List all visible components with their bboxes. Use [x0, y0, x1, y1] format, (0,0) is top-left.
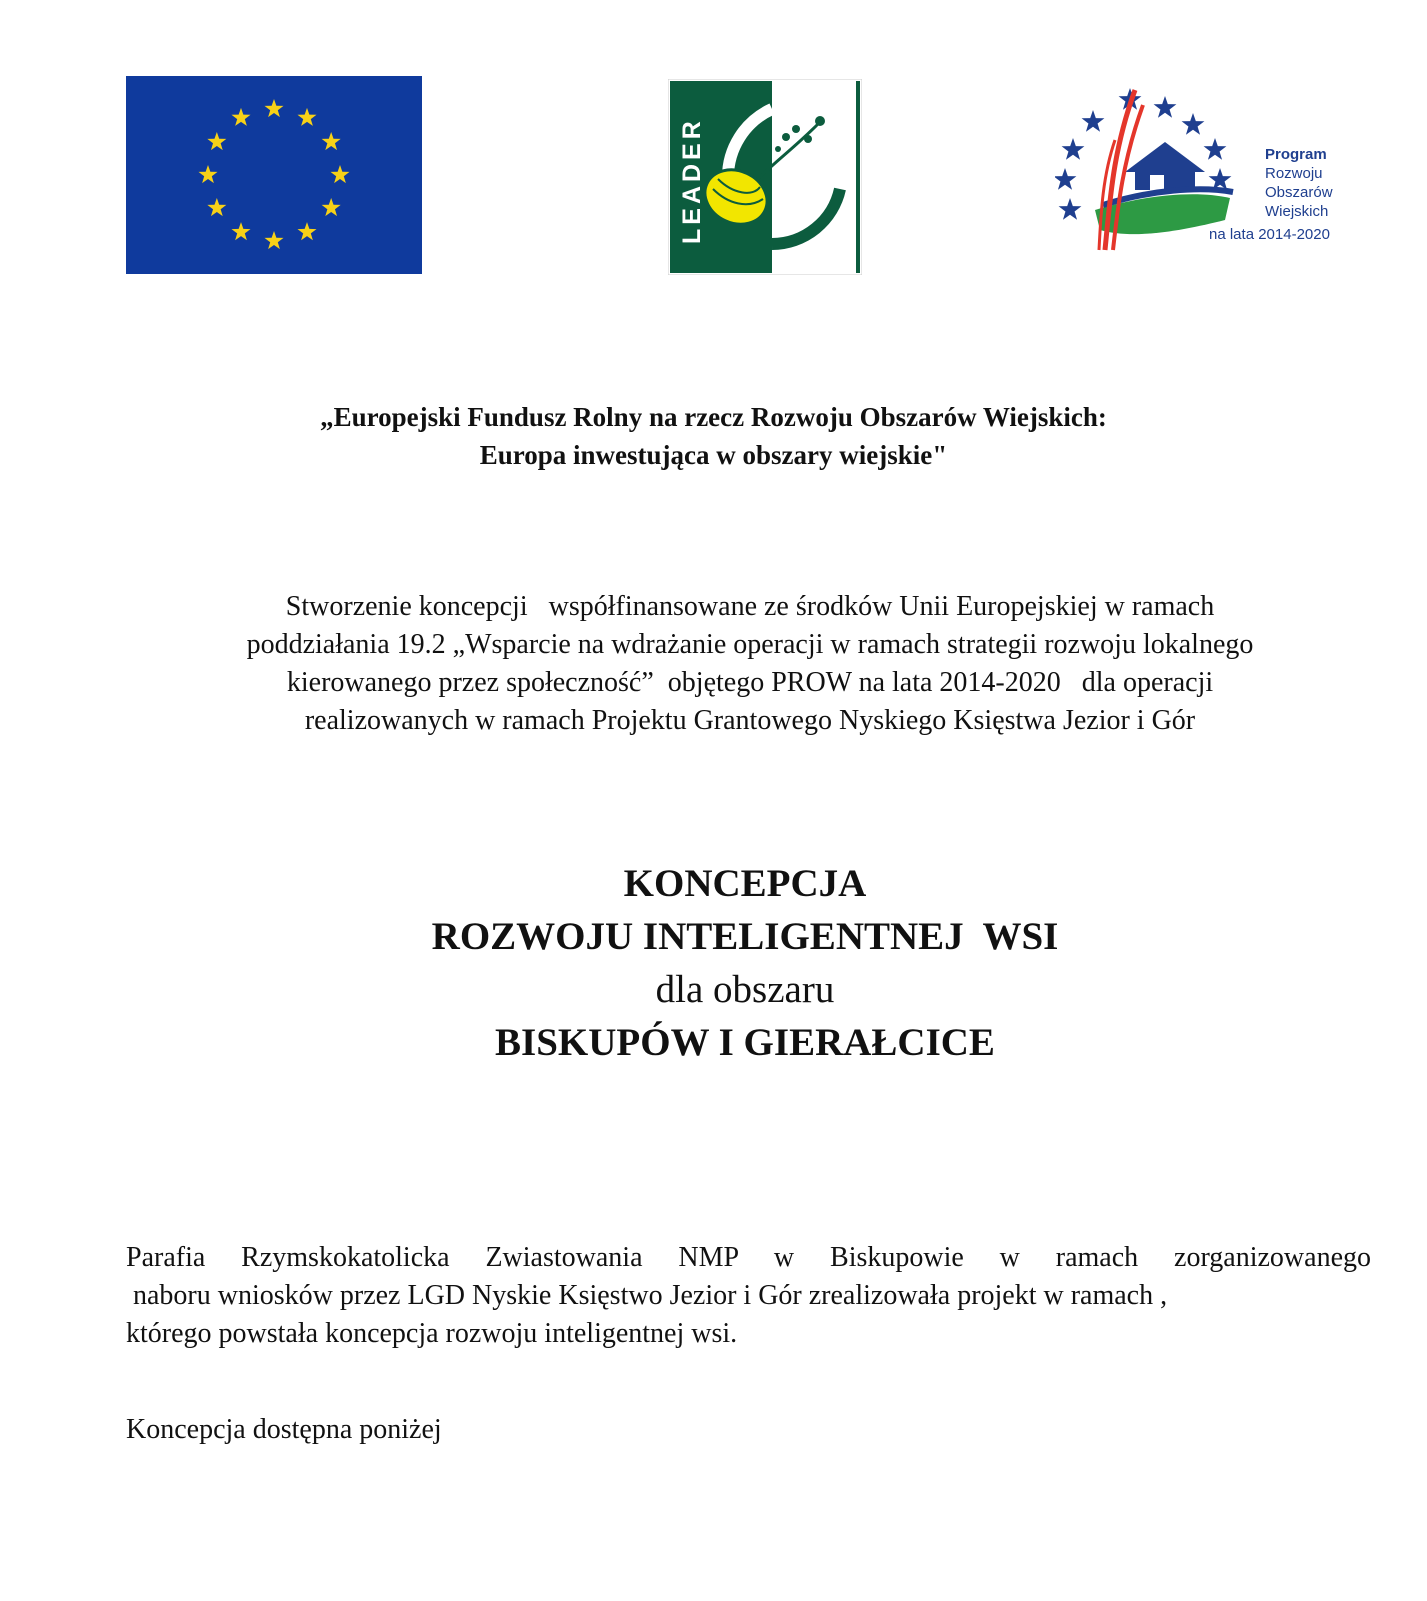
eafrd-slogan-line-1: „Europejski Fundusz Rolny na rzecz Rozwoju Obszarów Wiejskich:	[320, 402, 1107, 432]
prow-star-icon	[1059, 198, 1082, 220]
parish-paragraph	[126, 1239, 1371, 1353]
prow-star-icon	[1209, 168, 1232, 190]
eafrd-slogan-line-2: Europa inwestująca w obszary wiejskie"	[479, 440, 948, 470]
prow-star-icon	[1055, 168, 1076, 190]
prow-title	[1265, 145, 1405, 221]
eafrd-slogan	[0, 398, 1427, 474]
prow-line-rozwoju: Rozwoju	[1265, 165, 1323, 182]
prow-line-wiejskich: Wiejskich	[1265, 203, 1329, 220]
funding-line-3: kierowanego przez społeczność” objętego PROW na lata 2014-2020 dla operacji	[286, 667, 1214, 698]
funding-line-2: poddziałania 19.2 „Wsparcie na wdrażanie operacji w ramach strategii rozwoju lokalnego	[246, 629, 1254, 660]
funding-line-1: Stworzenie koncepcji współfinansowane ze środków Unii Europejskiej w ramach	[285, 591, 1215, 622]
funding-line-4: realizowanych w ramach Projektu Grantowego Nyskiego Księstwa Jezior i Gór	[304, 705, 1196, 736]
parish-line-1: Parafia Rzymskokatolicka Zwiastowania NMP w Biskupowie w ramach zorganizowanego	[126, 1242, 1371, 1273]
prow-star-icon	[1062, 138, 1085, 160]
prow-line-obszarow: Obszarów	[1265, 184, 1333, 201]
prow-star-icon	[1204, 138, 1227, 160]
prow-star-icon	[1154, 96, 1177, 118]
parish-line-3: którego powstała koncepcja rozwoju inteligentnej wsi.	[126, 1318, 738, 1349]
prow-star-icon	[1082, 110, 1105, 132]
title-line-3: dla obszaru	[655, 968, 835, 1011]
prow-years: na lata 2014-2020	[1209, 226, 1330, 243]
leader-logo	[668, 79, 862, 275]
title-line-1: KONCEPCJA	[623, 862, 867, 905]
eu-flag-logo	[126, 76, 422, 274]
title-line-4: BISKUPÓW I GIERAŁCICE	[495, 1021, 995, 1064]
document-title	[0, 857, 1427, 1069]
prow-line-program: Program	[1265, 146, 1327, 163]
concept-available-note: Koncepcja dostępna poniżej	[126, 1414, 442, 1445]
leader-logo-text: LEADER	[678, 117, 706, 244]
parish-line-2: naboru wniosków przez LGD Nyskie Księstwo Jezior i Gór zrealizowała projekt w ramach ,	[126, 1280, 1168, 1311]
prow-star-icon	[1182, 113, 1205, 135]
title-line-2: ROZWOJU INTELIGENTNEJ WSI	[431, 915, 1059, 958]
logo-row	[0, 0, 1427, 300]
funding-statement	[150, 588, 1350, 740]
